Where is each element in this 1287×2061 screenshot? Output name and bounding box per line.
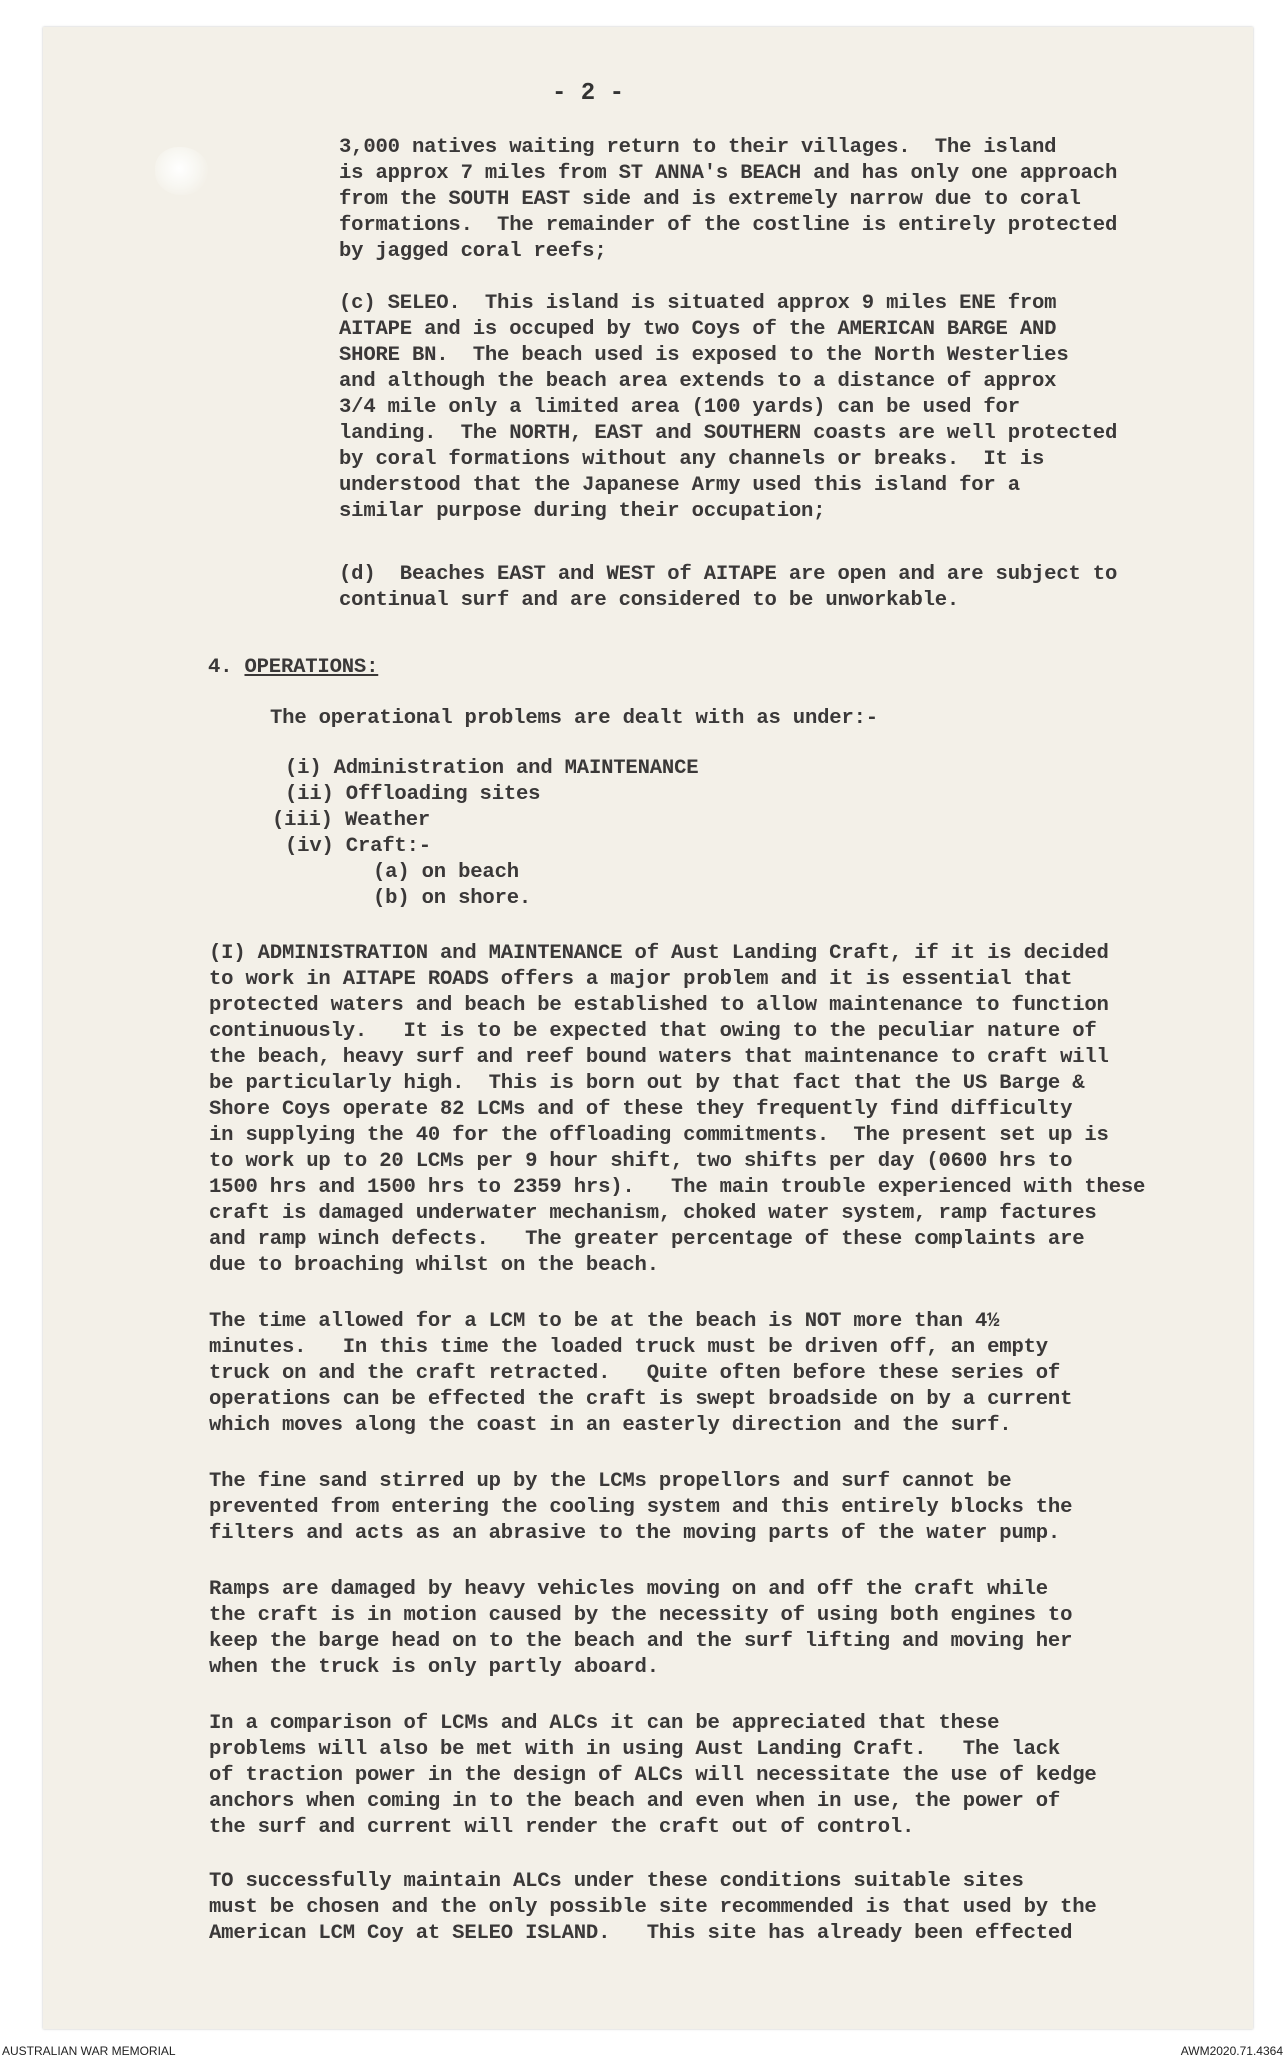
text-line: Ramps are damaged by heavy vehicles moving on and off the craft while <box>209 1578 1048 1601</box>
text-line: in supplying the 40 for the offloading commitments. The present set up is <box>209 1124 1109 1147</box>
list-item: (i) Administration and MAINTENANCE <box>285 757 699 780</box>
text-line: when the truck is only partly aboard. <box>209 1656 659 1679</box>
text-line: Shore Coys operate 82 LCMs and of these they frequently find difficulty <box>209 1098 1073 1121</box>
text-line: (I) ADMINISTRATION and MAINTENANCE of Aust Landing Craft, if it is decided <box>209 942 1109 965</box>
text-line: TO successfully maintain ALCs under these conditions suitable sites <box>209 1870 1024 1893</box>
text-line: 3/4 mile only a limited area (100 yards) can be used for <box>339 396 1020 419</box>
text-line: The fine sand stirred up by the LCMs propellors and surf cannot be <box>209 1470 1012 1493</box>
section-title: OPERATIONS: <box>244 656 379 679</box>
text-line: minutes. In this time the loaded truck must be driven off, an empty <box>209 1336 1048 1359</box>
list-item: (iv) Craft:- <box>285 835 431 858</box>
text-line: by coral formations without any channels or breaks. It is <box>339 448 1045 471</box>
text-line: is approx 7 miles from ST ANNA's BEACH and has only one approach <box>339 162 1118 185</box>
text-line: American LCM Coy at SELEO ISLAND. This site has already been effected <box>209 1922 1073 1945</box>
text-line: similar purpose during their occupation; <box>339 500 826 523</box>
text-line: craft is damaged underwater mechanism, choked water system, ramp factures <box>209 1202 1097 1225</box>
text-line: continuously. It is to be expected that owing to the peculiar nature of <box>209 1020 1097 1043</box>
list-item: (b) on shore. <box>373 887 532 910</box>
text-line: (d) Beaches EAST and WEST of AITAPE are open and are subject to <box>339 563 1118 586</box>
list-item: (iii) Weather <box>272 809 431 832</box>
text-line: continual surf and are considered to be unworkable. <box>339 589 960 612</box>
text-line: understood that the Japanese Army used this island for a <box>339 474 1020 497</box>
text-line: SHORE BN. The beach used is exposed to the North Westerlies <box>339 344 1069 367</box>
text-line: be particularly high. This is born out by that fact that the US Barge & <box>209 1072 1085 1095</box>
text-line: of traction power in the design of ALCs will necessitate the use of kedge <box>209 1764 1097 1787</box>
text-line: 1500 hrs and 1500 hrs to 2359 hrs). The main trouble experienced with these <box>209 1176 1146 1199</box>
intro-line: The operational problems are dealt with as under:- <box>270 707 878 730</box>
text-line: to work in AITAPE ROADS offers a major problem and it is essential that <box>209 968 1073 991</box>
text-line: anchors when coming in to the beach and even when in use, the power of <box>209 1790 1061 1813</box>
section-number: 4. <box>208 656 245 679</box>
text-line: the craft is in motion caused by the necessity of using both engines to <box>209 1604 1073 1627</box>
text-line: the beach, heavy surf and reef bound waters that maintenance to craft will <box>209 1046 1109 1069</box>
text-line: and ramp winch defects. The greater percentage of these complaints are <box>209 1228 1085 1251</box>
text-line: must be chosen and the only possible site recommended is that used by the <box>209 1896 1097 1919</box>
text-line: The time allowed for a LCM to be at the beach is NOT more than 4½ <box>209 1310 1000 1333</box>
text-line: protected waters and beach be established to allow maintenance to function <box>209 994 1109 1017</box>
page-number: - 2 - <box>552 80 625 107</box>
text-line: keep the barge head on to the beach and the surf lifting and moving her <box>209 1630 1073 1653</box>
text-line: the surf and current will render the craft out of control. <box>209 1816 915 1839</box>
text-line: formations. The remainder of the costline is entirely protected <box>339 214 1118 237</box>
text-line: which moves along the coast in an easterly direction and the surf. <box>209 1414 1012 1437</box>
text-line: truck on and the craft retracted. Quite often before these series of <box>209 1362 1061 1385</box>
text-line: by jagged coral reefs; <box>339 240 607 263</box>
footer-archive-name: AUSTRALIAN WAR MEMORIAL <box>2 2044 176 2058</box>
text-line: to work up to 20 LCMs per 9 hour shift, two shifts per day (0600 hrs to <box>209 1150 1073 1173</box>
list-item: (ii) Offloading sites <box>285 783 541 806</box>
section-heading <box>208 655 378 682</box>
text-line: due to broaching whilst on the beach. <box>209 1254 659 1277</box>
text-line: and although the beach area extends to a distance of approx <box>339 370 1057 393</box>
text-line: from the SOUTH EAST side and is extremely narrow due to coral <box>339 188 1081 211</box>
footer-accession-number: AWM2020.71.4364 <box>1180 2044 1283 2058</box>
text-line: AITAPE and is occuped by two Coys of the AMERICAN BARGE AND <box>339 318 1057 341</box>
text-line: In a comparison of LCMs and ALCs it can be appreciated that these <box>209 1712 1000 1735</box>
paper-blemish <box>155 147 209 195</box>
text-line: problems will also be met with in using Aust Landing Craft. The lack <box>209 1738 1061 1761</box>
text-line: filters and acts as an abrasive to the moving parts of the water pump. <box>209 1522 1061 1545</box>
text-line: landing. The NORTH, EAST and SOUTHERN coasts are well protected <box>339 422 1118 445</box>
text-line: operations can be effected the craft is swept broadside on by a current <box>209 1388 1073 1411</box>
text-line: (c) SELEO. This island is situated approx 9 miles ENE from <box>339 292 1057 315</box>
text-line: 3,000 natives waiting return to their villages. The island <box>339 136 1057 159</box>
text-line: prevented from entering the cooling system and this entirely blocks the <box>209 1496 1073 1519</box>
list-item: (a) on beach <box>373 861 519 884</box>
